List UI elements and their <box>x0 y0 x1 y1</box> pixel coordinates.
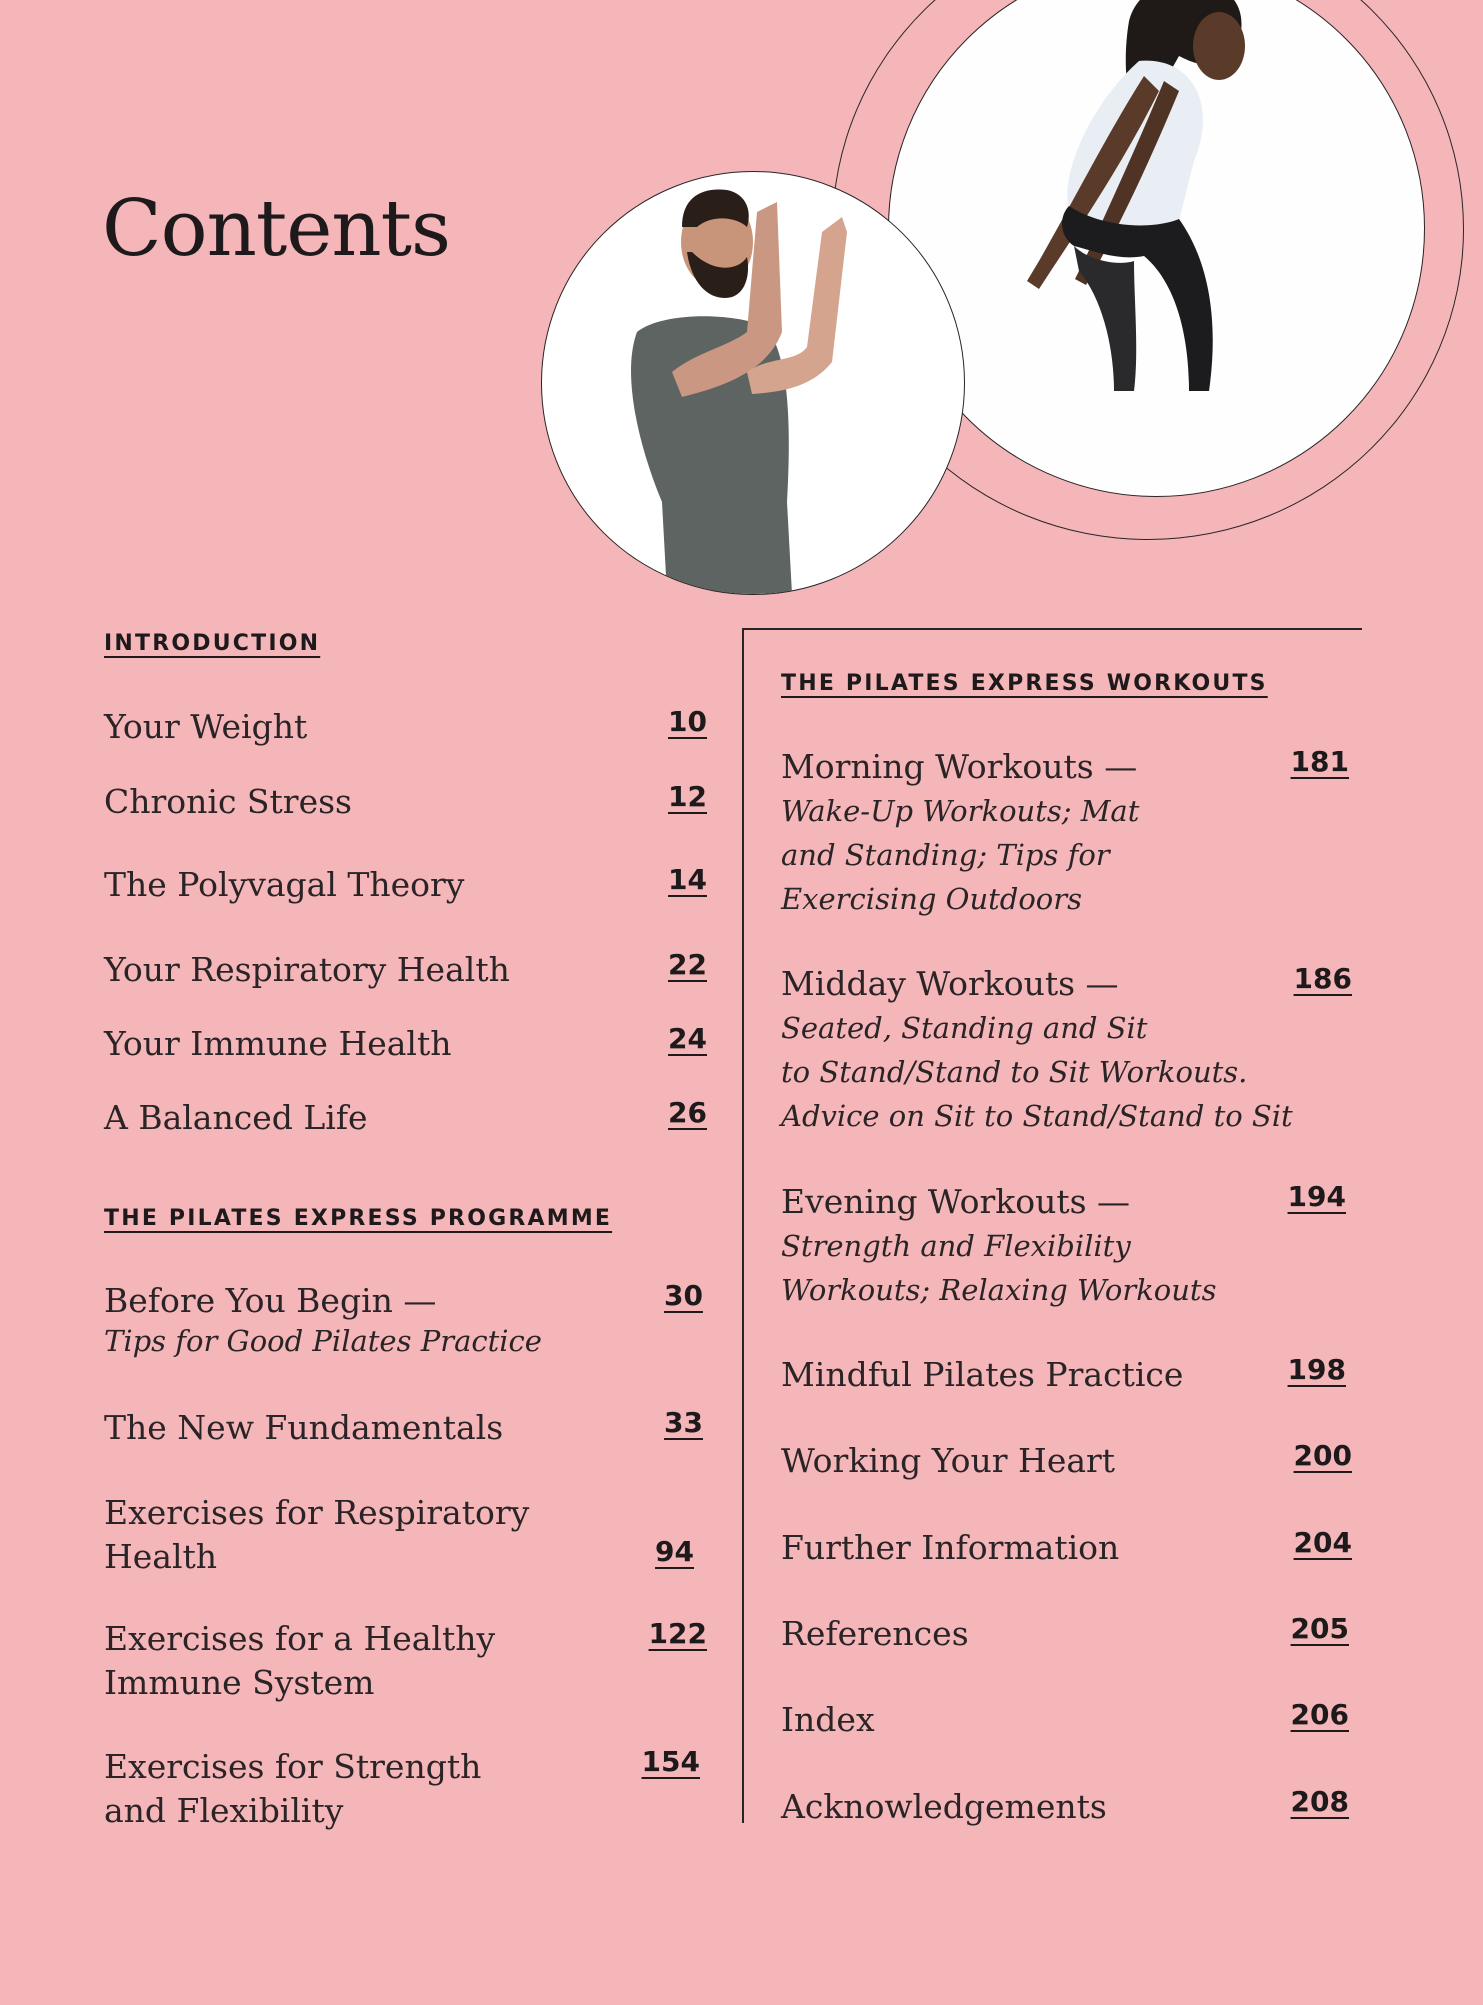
entry-subtitle: Advice on Sit to Stand/Stand to Sit <box>781 1099 1293 1133</box>
page-number: 208 <box>1290 1785 1349 1818</box>
page-number: 33 <box>664 1406 703 1439</box>
entry-subtitle: and Standing; Tips for <box>781 838 1110 872</box>
entry-subtitle: to Stand/Stand to Sit Workouts. <box>781 1055 1248 1089</box>
entry-title-line2: Immune System <box>104 1663 375 1702</box>
entry-title: A Balanced Life <box>104 1098 368 1137</box>
entry-subtitle: Wake-Up Workouts; Mat <box>781 794 1140 828</box>
toc-entry[interactable] <box>104 1617 707 1705</box>
toc-entry[interactable] <box>104 1745 700 1833</box>
entry-title: References <box>781 1614 969 1653</box>
entry-title: Midday Workouts — <box>781 964 1119 1003</box>
entry-title: Evening Workouts — <box>781 1182 1131 1221</box>
entry-title: Index <box>781 1700 875 1739</box>
entry-title-line2: Health <box>104 1537 218 1576</box>
toc-entry[interactable] <box>781 1612 1349 1656</box>
toc-entry[interactable] <box>104 1096 707 1140</box>
entry-subtitle: Seated, Standing and Sit <box>781 1011 1148 1045</box>
entry-title-line2: and Flexibility <box>104 1791 344 1830</box>
entry-subtitle: Strength and Flexibility <box>781 1229 1131 1263</box>
entry-title: Exercises for Strength <box>104 1747 482 1786</box>
toc-entry[interactable] <box>781 1180 1346 1312</box>
page-number: 94 <box>655 1535 694 1568</box>
entry-title: Morning Workouts — <box>781 747 1138 786</box>
page-number: 26 <box>668 1096 707 1129</box>
entry-title: Your Immune Health <box>104 1024 452 1063</box>
section-heading-workouts: THE PILATES EXPRESS WORKOUTS <box>781 671 1268 696</box>
man-photo <box>541 171 965 595</box>
entry-subtitle: Exercising Outdoors <box>781 882 1083 916</box>
toc-entry[interactable] <box>104 1491 694 1579</box>
page-number: 14 <box>668 863 707 896</box>
entry-title: Further Information <box>781 1528 1120 1567</box>
page-number: 12 <box>668 780 707 813</box>
entry-title: The New Fundamentals <box>104 1408 504 1447</box>
toc-entry[interactable] <box>104 1022 707 1066</box>
toc-entry[interactable] <box>104 863 707 907</box>
entry-title: Chronic Stress <box>104 782 352 821</box>
entry-title: Exercises for Respiratory <box>104 1493 530 1532</box>
toc-entry[interactable] <box>781 1785 1349 1829</box>
entry-title: Working Your Heart <box>781 1441 1116 1480</box>
entry-title: The Polyvagal Theory <box>104 865 465 904</box>
toc-entry[interactable] <box>781 1526 1352 1570</box>
toc-entry[interactable] <box>781 1439 1352 1483</box>
toc-entry[interactable] <box>781 962 1352 1138</box>
page-number: 10 <box>668 705 707 738</box>
page-number: 200 <box>1293 1439 1352 1472</box>
entry-subtitle: Tips for Good Pilates Practice <box>104 1324 542 1358</box>
page-number: 198 <box>1287 1353 1346 1386</box>
entry-title: Your Weight <box>104 707 308 746</box>
page-number: 181 <box>1290 745 1349 778</box>
entry-subtitle: Workouts; Relaxing Workouts <box>781 1273 1217 1307</box>
section-heading-programme: THE PILATES EXPRESS PROGRAMME <box>104 1206 613 1231</box>
toc-entry[interactable] <box>104 1406 703 1450</box>
entry-title: Before You Begin — <box>104 1281 437 1320</box>
toc-entry[interactable] <box>104 948 707 992</box>
toc-entry[interactable] <box>781 1353 1346 1397</box>
page-number: 24 <box>668 1022 707 1055</box>
column-divider-horizontal <box>742 628 1362 630</box>
page-number: 206 <box>1290 1698 1349 1731</box>
page-number: 122 <box>648 1617 707 1650</box>
page-title: Contents <box>102 184 450 274</box>
section-heading-introduction: INTRODUCTION <box>104 631 321 656</box>
page-number: 204 <box>1293 1526 1352 1559</box>
entry-title: Acknowledgements <box>781 1787 1107 1826</box>
page-number: 154 <box>641 1745 700 1778</box>
toc-entry[interactable] <box>104 1279 703 1363</box>
entry-title: Your Respiratory Health <box>104 950 510 989</box>
toc-entry[interactable] <box>104 705 707 749</box>
page-number: 22 <box>668 948 707 981</box>
page-number: 186 <box>1293 962 1352 995</box>
toc-entry[interactable] <box>781 745 1349 921</box>
column-divider-vertical <box>742 628 744 1823</box>
toc-entry[interactable] <box>104 780 707 824</box>
entry-title: Exercises for a Healthy <box>104 1619 496 1658</box>
toc-entry[interactable] <box>781 1698 1349 1742</box>
page-number: 30 <box>664 1279 703 1312</box>
man-figure-illustration <box>542 172 964 594</box>
page-number: 194 <box>1287 1180 1346 1213</box>
entry-title: Mindful Pilates Practice <box>781 1355 1184 1394</box>
page-number: 205 <box>1290 1612 1349 1645</box>
